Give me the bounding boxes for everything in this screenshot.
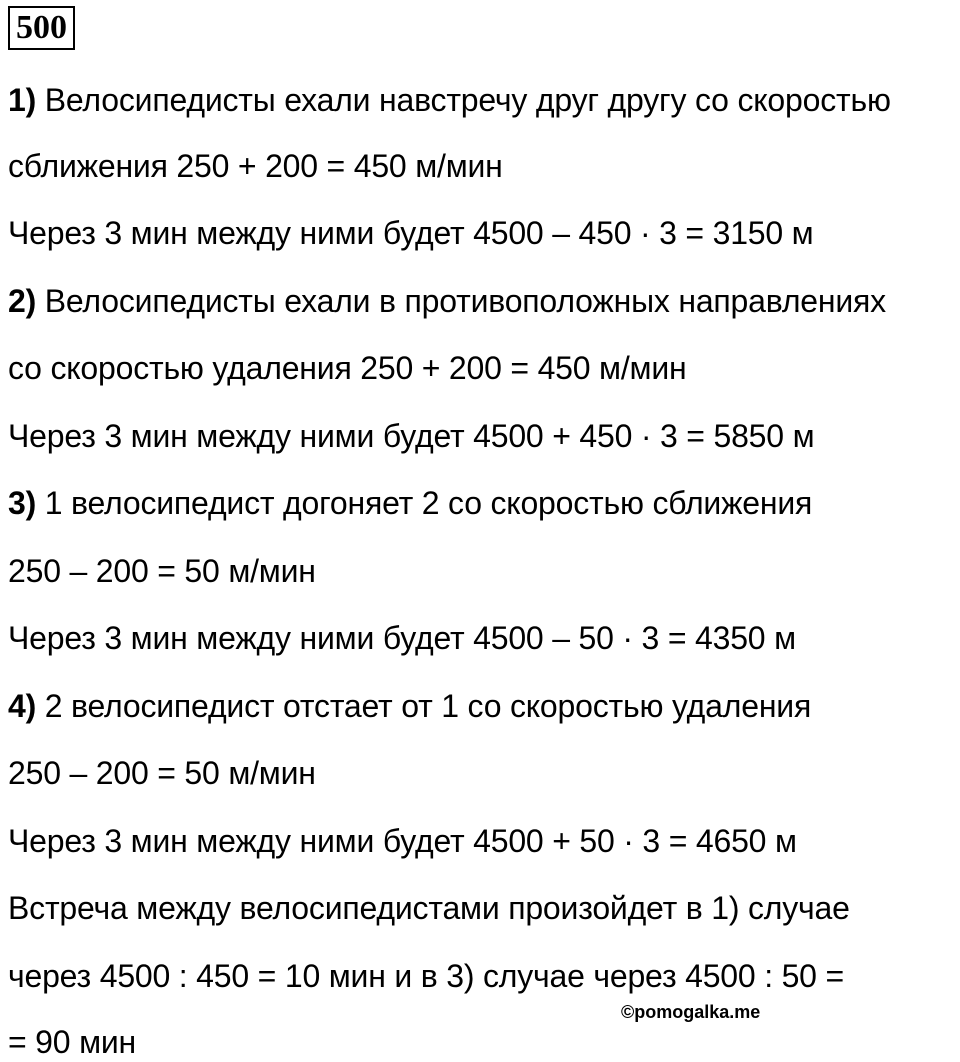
line-text: = 90 мин: [8, 1024, 137, 1060]
solution-line: [8, 956, 844, 996]
line-text: Через 3 мин между ними будет 4500 + 450 · 3 = 5850 м: [8, 418, 815, 454]
solution-line: [8, 348, 687, 388]
item-number: 1): [8, 82, 37, 118]
line-text: Через 3 мин между ними будет 4500 – 50 · 3 = 4350 м: [8, 620, 796, 656]
solution-line: [8, 416, 814, 456]
line-text: со скоростью удаления 250 + 200 = 450 м/мин: [8, 350, 687, 386]
line-text: Велосипедисты ехали в противоположных направлениях: [36, 283, 886, 319]
item-number: 2): [8, 283, 37, 319]
line-text: через 4500 : 450 = 10 мин и в 3) случае через 4500 : 50 =: [8, 958, 844, 994]
copyright-watermark: ©pomogalka.me: [621, 1002, 761, 1022]
line-text: Через 3 мин между ними будет 4500 – 450 · 3 = 3150 м: [8, 215, 814, 251]
solution-line: [8, 686, 811, 726]
line-text: Через 3 мин между ними будет 4500 + 50 · 3 = 4650 м: [8, 823, 797, 859]
line-text: сближения 250 + 200 = 450 м/мин: [8, 148, 503, 184]
solution-line: [8, 146, 503, 186]
line-text: 250 – 200 = 50 м/мин: [8, 755, 316, 791]
solution-line: [8, 1022, 136, 1062]
solution-line: [8, 80, 891, 120]
solution-line: [8, 551, 316, 591]
item-number: 4): [8, 688, 37, 724]
line-text: 250 – 200 = 50 м/мин: [8, 553, 316, 589]
solution-line: [8, 213, 813, 253]
solution-line: [8, 483, 812, 523]
item-number: 3): [8, 485, 37, 521]
solution-line: [8, 888, 850, 928]
line-text: Встреча между велосипедистами произойдет в 1) случае: [8, 890, 850, 926]
problem-number: 500: [8, 6, 75, 50]
line-text: 1 велосипедист догоняет 2 со скоростью сближения: [36, 485, 813, 521]
solution-line: [8, 618, 796, 658]
solution-line: [8, 753, 316, 793]
solution-line: [8, 821, 797, 861]
solution-line: [8, 281, 886, 321]
line-text: 2 велосипедист отстает от 1 со скоростью удаления: [36, 688, 812, 724]
line-text: Велосипедисты ехали навстречу друг другу со скоростью: [36, 82, 891, 118]
